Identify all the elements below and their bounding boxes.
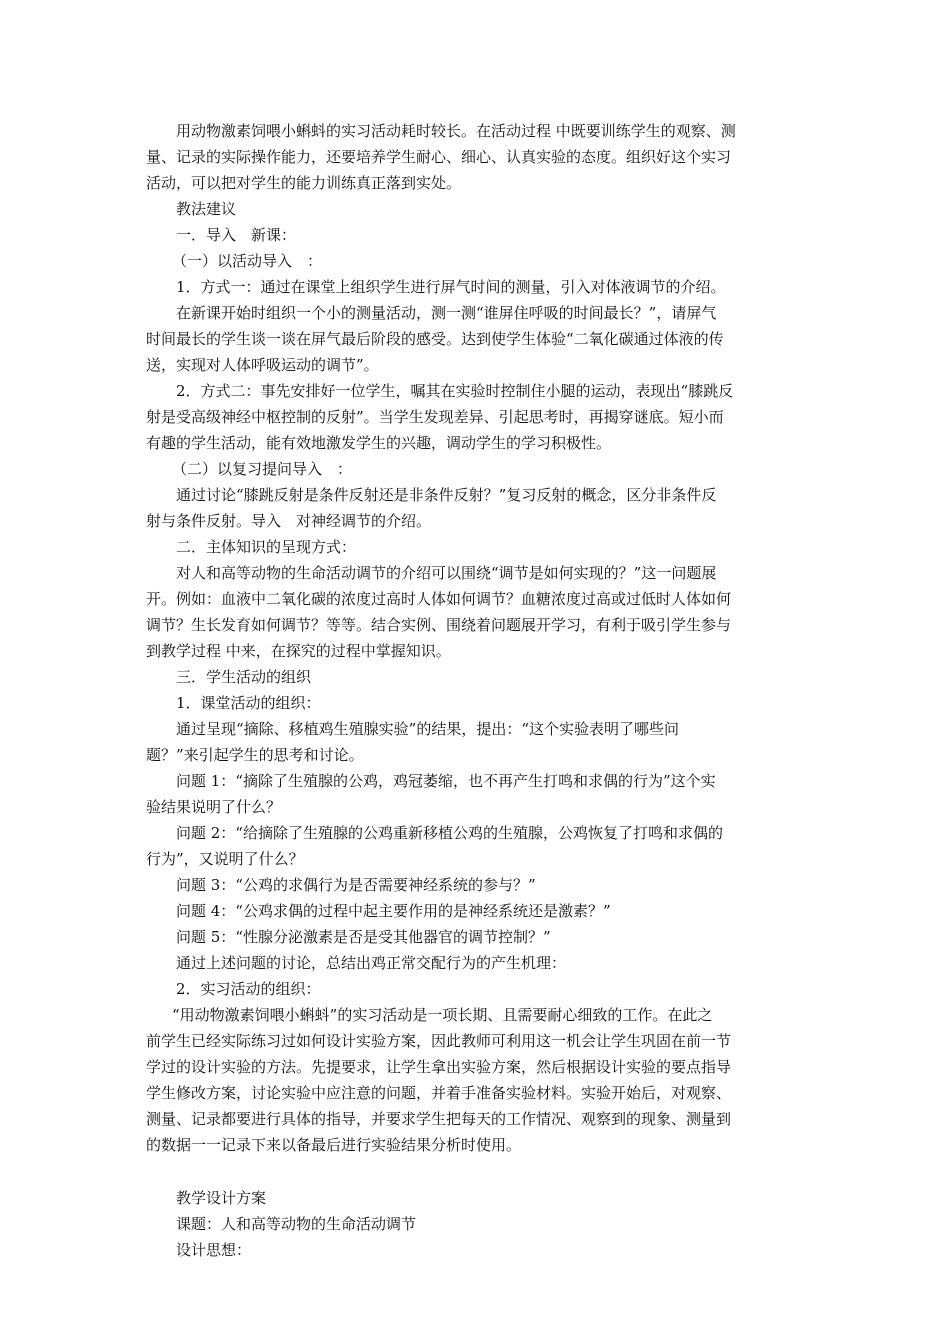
subsection-heading: （一）以活动导入 ： — [172, 252, 323, 270]
paragraph-line: 通过讨论“膝跳反射是条件反射还是非条件反射？”复习反射的概念，区分非条件反 — [176, 486, 717, 504]
paragraph-line: 学生修改方案，讨论实验中应注意的问题，并着手准备实验材料。实验开始后，对观察、 — [146, 1084, 732, 1102]
section-heading: 一．导入 新课： — [176, 226, 297, 244]
paragraph-line: 对人和高等动物的生命活动调节的介绍可以围绕“调节是如何实现的？”这一问题展 — [176, 564, 717, 582]
paragraph-line: 的数据一一记录下来以备最后进行实验结果分析时使用。 — [146, 1136, 522, 1154]
question-line: 验结果说明了什么？ — [146, 798, 282, 816]
paragraph-line: 送，实现对人体呼吸运动的调节”。 — [146, 356, 379, 374]
question-line: 行为”，又说明了什么？ — [146, 850, 304, 868]
paragraph-line: 学过的设计实验的方法。先提要求，让学生拿出实验方案，然后根据设计实验的要点指导 — [146, 1058, 732, 1076]
question-line: 问题 3：“公鸡的求偶行为是否需要神经系统的参与？” — [176, 876, 536, 894]
section-heading: 教学设计方案 — [176, 1189, 267, 1207]
paragraph-line: 在新课开始时组织一个小的测量活动，测一测“谁屏住呼吸的时间最长？”，请屏气 — [176, 304, 717, 322]
section-heading: 二．主体知识的呈现方式： — [176, 538, 357, 556]
section-heading: 设计思想： — [176, 1241, 252, 1259]
paragraph-line: 题？”来引起学生的思考和讨论。 — [146, 746, 364, 764]
subsection-heading: 2．实习活动的组织： — [176, 980, 321, 998]
paragraph-line: 时间最长的学生谈一谈在屏气最后阶段的感受。达到使学生体验“二氧化碳通过体液的传 — [146, 330, 724, 348]
paragraph-line: 1．方式一：通过在课堂上组织学生进行屏气时间的测量，引入对体液调节的介绍。 — [176, 278, 726, 296]
paragraph-line: 调节？生长发育如何调节？等等。结合实例、围绕着问题展开学习，有利于吸引学生参与 — [146, 616, 732, 634]
section-heading: 教法建议 — [176, 200, 237, 218]
question-line: 问题 5：“性腺分泌激素是否是受其他器官的调节控制？” — [176, 928, 551, 946]
paragraph-line: 2．方式二：事先安排好一位学生，嘱其在实验时控制住小腿的运动，表现出“膝跳反 — [176, 382, 734, 400]
subsection-heading: 1．课堂活动的组织： — [176, 694, 321, 712]
paragraph-line: “用动物激素饲喂小蝌蚪”的实习活动是一项长期、且需要耐心细致的工作。在此之 — [172, 1006, 713, 1024]
paragraph-line: 前学生已经实际练习过如何设计实验方案，因此教师可利用这一机会让学生巩固在前一节 — [146, 1032, 732, 1050]
lesson-title: 课题：人和高等动物的生命活动调节 — [176, 1215, 417, 1233]
question-line: 问题 4：“公鸡求偶的过程中起主要作用的是神经系统还是激素？” — [176, 902, 611, 920]
section-heading: 三．学生活动的组织 — [176, 668, 312, 686]
paragraph-line: 有趣的学生活动，能有效地激发学生的兴趣，调动学生的学习积极性。 — [146, 434, 612, 452]
paragraph-line: 用动物激素饲喂小蝌蚪的实习活动耗时较长。在活动过程 中既要训练学生的观察、测 — [176, 122, 736, 140]
paragraph-line: 射是受高级神经中枢控制的反射”。当学生发现差异、引起思考时，再揭穿谜底。短小而 — [146, 408, 724, 426]
paragraph-line: 到教学过程 中来，在探究的过程中掌握知识。 — [146, 642, 451, 660]
paragraph-line: 开。例如：血液中二氧化碳的浓度过高时人体如何调节？血糖浓度过高或过低时人体如何 — [146, 590, 732, 608]
document-body — [146, 118, 814, 1263]
paragraph-line: 射与条件反射。导入 对神经调节的介绍。 — [146, 512, 432, 530]
paragraph-line: 活动，可以把对学生的能力训练真正落到实处。 — [146, 174, 462, 192]
paragraph-line: 通过呈现“摘除、移植鸡生殖腺实验”的结果，提出：“这个实验表明了哪些问 — [176, 720, 680, 738]
paragraph-line: 量、记录的实际操作能力，还要培养学生耐心、细心、认真实验的态度。组织好这个实习 — [146, 148, 732, 166]
paragraph-line: 测量、记录都要进行具体的指导，并要求学生把每天的工作情况、观察到的现象、测量到 — [146, 1110, 732, 1128]
paragraph-line: 通过上述问题的讨论，总结出鸡正常交配行为的产生机理： — [176, 954, 567, 972]
question-line: 问题 2：“给摘除了生殖腺的公鸡重新移植公鸡的生殖腺，公鸡恢复了打鸣和求偶的 — [176, 824, 723, 842]
question-line: 问题 1：“摘除了生殖腺的公鸡，鸡冠萎缩，也不再产生打鸣和求偶的行为”这个实 — [176, 772, 716, 790]
blank-line — [146, 1158, 814, 1185]
subsection-heading: （二）以复习提问导入 ： — [172, 460, 353, 478]
